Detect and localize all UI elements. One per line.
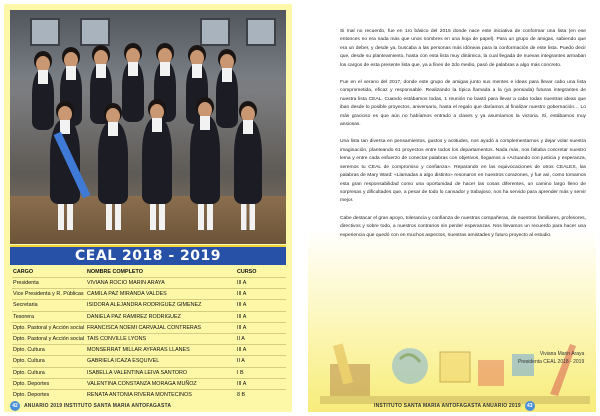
cell-curso: III A [236, 300, 286, 311]
cell-curso: II A [236, 333, 286, 344]
cell-cargo: Dpto. Deportes [12, 389, 86, 400]
signature-role: Presidenta CEAL 2018 - 2019 [518, 358, 585, 365]
table-row [12, 367, 286, 378]
table-row [12, 300, 286, 311]
table-row [12, 333, 286, 344]
paragraph: Fue en el verano del 2017, donde este grupo de amigas junto sus mentes e ideas para llevar cabo una lista comprometida, eficaz y responsable. Realizando la típica llamada a la (ya pensada) futuras integrantes de nuestra lista CEAL. Cuando estábamos todas, 1 reunión no bastó para llevar a cabo todas nuestras ideas que iban desde lo posible proyectos, aniversario, hasta el regalo que daríamos al finalizar nuestro gobernación… Lo más gracioso es que aún no habíamos entrado a clases y ya asumíamos la victoria. Sí, estábamos muy ansiosas. [340, 80, 586, 128]
cell-nombre: VALENTINA CONSTANZA MORAGA MUÑOZ [86, 378, 236, 389]
cell-nombre: MONSERRAT MILLAR AYFARAS LLANES [86, 345, 236, 356]
table-title: CEAL 2018 - 2019 [75, 248, 221, 264]
right-footer [374, 401, 535, 411]
cell-cargo: Vice Presidenta y R. Públicas [12, 289, 86, 300]
cell-nombre: FRANCISCA NOEMI CARVAJAL CONTRERAS [86, 322, 236, 333]
cell-curso: III A [236, 289, 286, 300]
cell-nombre: ISIDORA ALEJANDRA RODRIGUEZ GIMENEZ [86, 300, 236, 311]
column-header-nombre: NOMBRE COMPLETO [87, 269, 143, 275]
cell-curso: III A [236, 311, 286, 322]
cell-cargo: Dpto. Cultura [12, 345, 86, 356]
cell-nombre: VIVIANA ROCIO MARIN ARAYA [86, 278, 236, 289]
cell-cargo: Dpto. Deportes [12, 378, 86, 389]
left-page [4, 4, 292, 412]
paragraph: Una lista tan diversa en pensamientos, gustos y actitudes, nos ayudó a complementarnos y dejar volar nuestra imaginación, planteando 61 proyectos entre todos los departamentos. Nada más, nos faltaba concretar nuestro lema y entre cada esfuerzo de conectar palabras con objetivos, llegamos a «Actuando con justicia y esperanza, seremos tu CEAL de compromiso y confianza». Reparando en las equivocaciones de otros CEALES, las palabras de Mary Ward: «Llamadas a algo distinto» resonaron en nuestros corazones, y fue así, como tomamos esta gran responsabilidad como una oportunidad de hacer las cosas diferentes, un camino largo lleno de sorpresas y dificultades que, a pesar de todo lo cansador y trabajoso, nos ha servido para aprender más y servir mejor. [340, 139, 586, 204]
right-page [308, 4, 596, 412]
left-footer-text: ANUARIO 2019 INSTITUTO SANTA MARIA ANTOFAGASTA [24, 403, 172, 409]
column-header-curso: CURSO [237, 269, 257, 275]
table-row [12, 389, 286, 400]
cell-nombre: DANIELA PAZ RAMIREZ RODRIGUEZ [86, 311, 236, 322]
cell-curso: III A [236, 278, 286, 289]
article-body [340, 28, 586, 249]
cell-curso: II A [236, 356, 286, 367]
group-photo [10, 10, 286, 244]
cell-cargo: Tesorera [12, 311, 86, 322]
paragraph: Si mal no recuerdo, fue en 1ro básico del 2015 donde nace este iniciativa de conformar una lista (en ese entonces no era nada más que unos nombres en una hoja de papel). Para un grupo de amigas, sabiendo que era un deber, y desde ya, buscaba a las personas más idóneas para la conformación de este lista. Puedo decir que, desde su planteamiento, hasta con esta lista muy dinámica, la cual llegada de nuevas integrantes armaban los cargos de esta presente lista que, ya a fines de 2do medio, pasó de palabras a algo más concreto. [340, 29, 586, 68]
table-title-bar [10, 245, 286, 265]
cell-curso: III A [236, 378, 286, 389]
cell-curso: III A [236, 345, 286, 356]
cell-curso: I B [236, 367, 286, 378]
left-footer [10, 401, 171, 411]
cell-cargo: Dpto. Pastoral y Acción social [12, 333, 86, 344]
signature-name: Viviana Marin Araya [539, 351, 585, 357]
right-page-number: 43 [525, 401, 535, 411]
roster-table [12, 268, 286, 401]
cell-cargo: Secretaria [12, 300, 86, 311]
cell-curso: 8 B [236, 389, 286, 400]
cell-cargo: Dpto. Cultura [12, 356, 86, 367]
table-row [12, 356, 286, 367]
cell-nombre: CAMILA PAZ MIRANDA VALDES [86, 289, 236, 300]
paragraph: Cabe destacar el gran apoyo, tolerancia y confianza de nuestras compañeras, de nuestros familiares, profesores, directivos y sobre todo, a nuestros contrarios sin perder esperanzas. Nos llevamos un recuerdo para hacer una experiencia que quedó con en muchos aspectos, nuestras amistades y futuro proyecto al estudio. [340, 215, 586, 238]
table-row [12, 322, 286, 333]
cell-cargo: Dpto. Pastoral y Acción social [12, 322, 86, 333]
cell-nombre: RENATA ANTONIA RIVERA MONTECINOS [86, 389, 236, 400]
table-row [12, 345, 286, 356]
cell-cargo: Dpto. Cultura [12, 367, 86, 378]
table-row [12, 278, 286, 289]
table-row [12, 311, 286, 322]
cell-nombre: ISABELLA VALENTINA LEIVA SANTORO [86, 367, 236, 378]
table-header-row [12, 268, 286, 278]
cell-nombre: GABRIELA ICAZA ESQUIVEL [86, 356, 236, 367]
cell-nombre: TAIS CONVILLE LYONS [86, 333, 236, 344]
table-row [12, 378, 286, 389]
column-header-cargo: CARGO [13, 269, 34, 275]
cell-cargo: Presidenta [12, 278, 86, 289]
left-page-number: 42 [10, 401, 20, 411]
signature-block [518, 351, 584, 366]
cell-curso: III A [236, 322, 286, 333]
table-row [12, 289, 286, 300]
right-footer-text: INSTITUTO SANTA MARIA ANTOFAGASTA ANUARIO 2019 [374, 403, 521, 409]
